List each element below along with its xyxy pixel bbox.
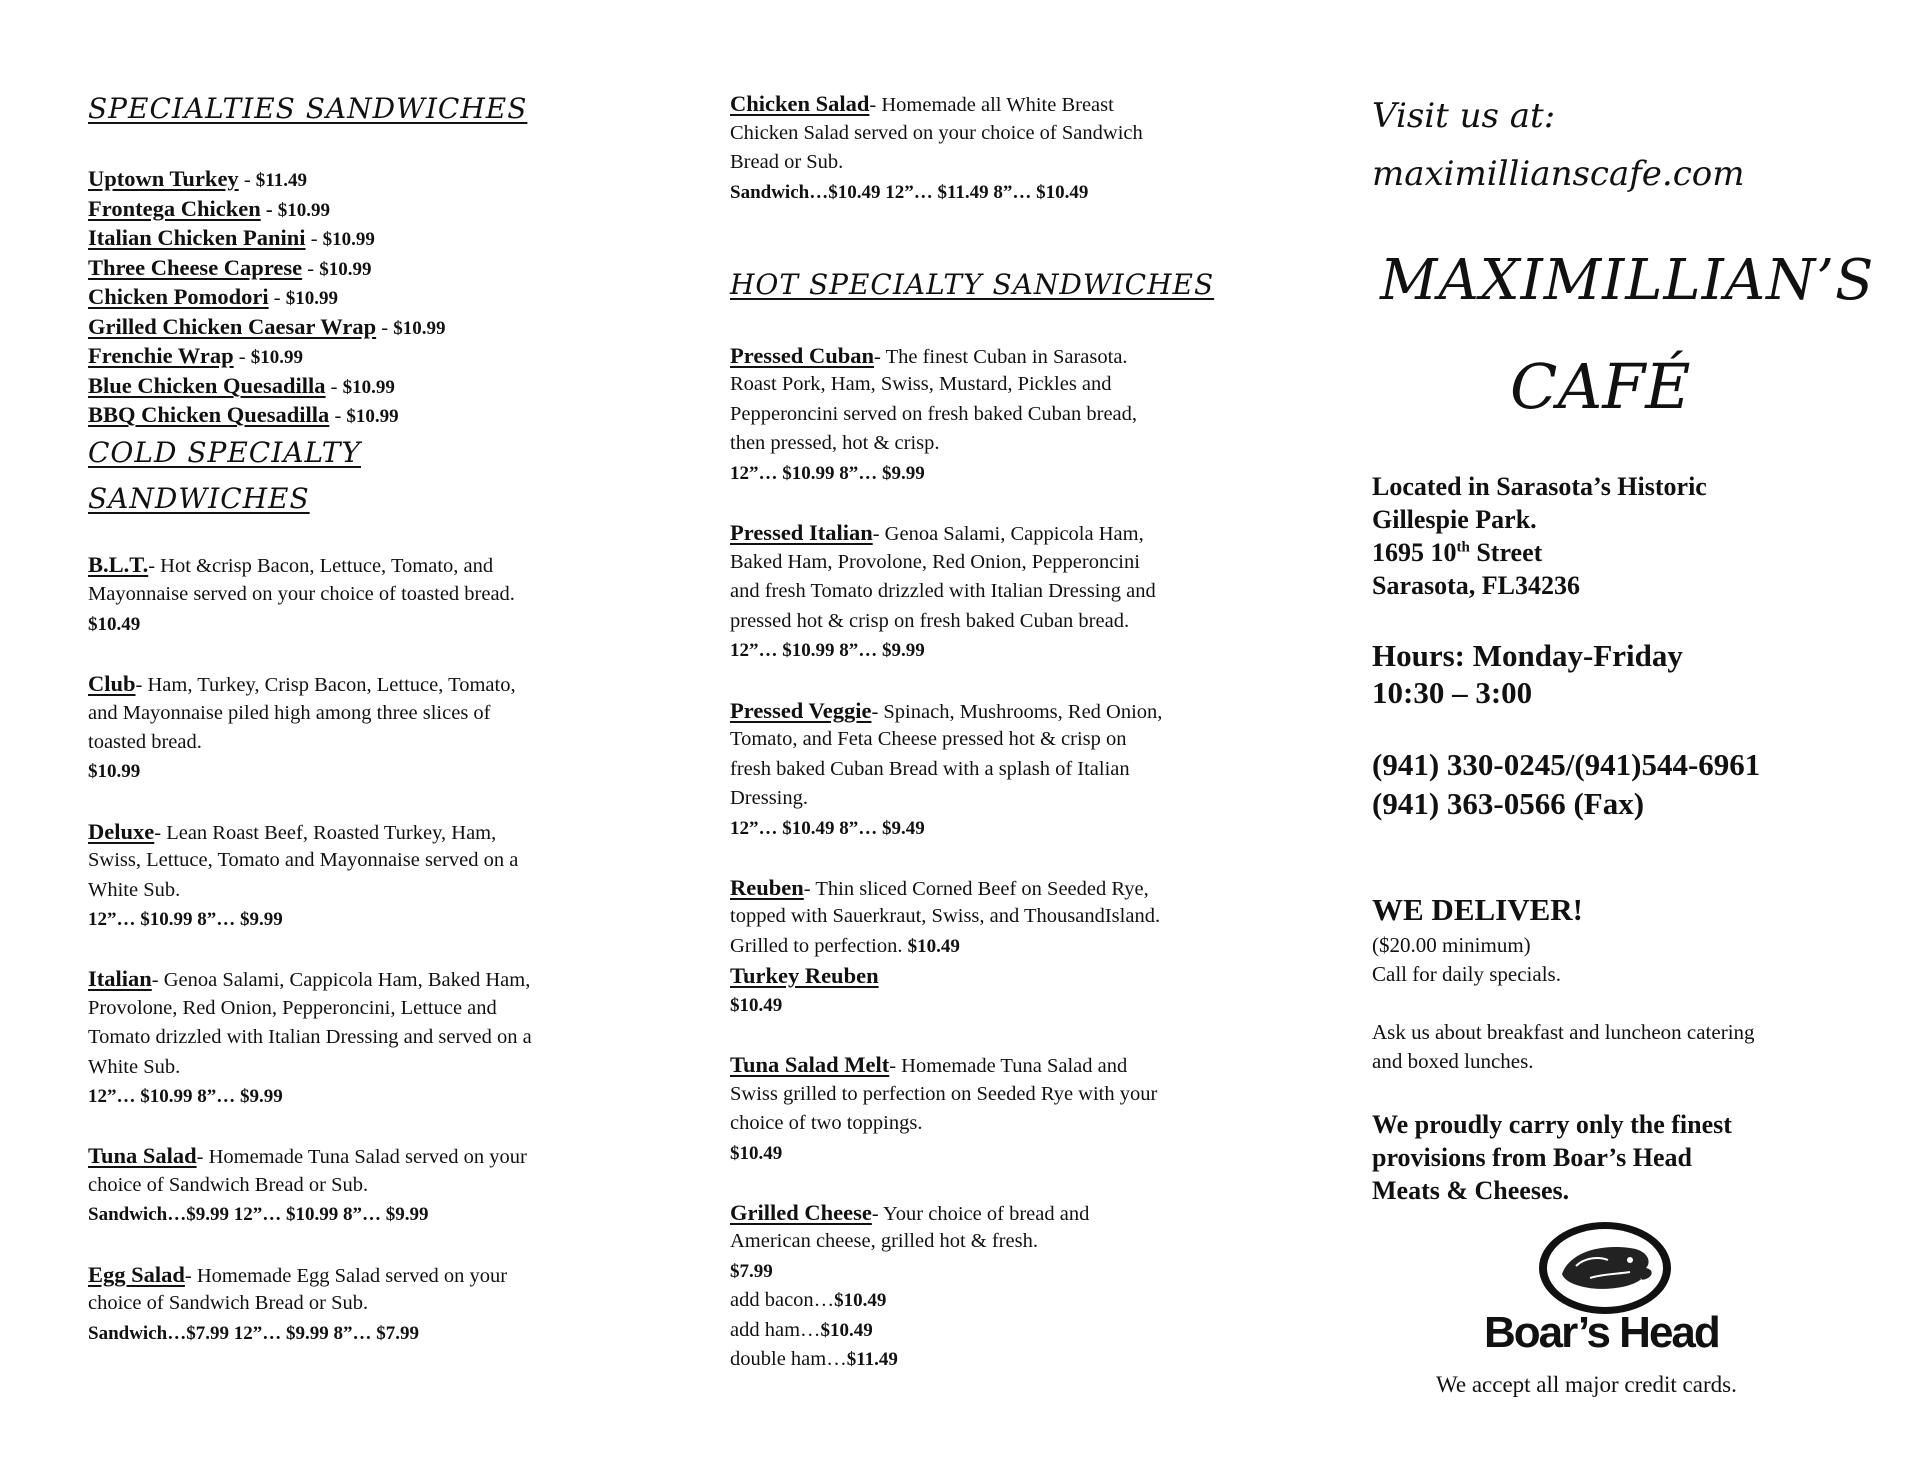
cold-title-line-2: SANDWICHES xyxy=(88,482,310,515)
item-description: toasted bread. xyxy=(88,731,202,753)
item-price: 12”… $10.99 8”… $9.99 xyxy=(88,1086,283,1107)
item-price: $10.99 xyxy=(88,761,141,782)
address-city: Sarasota, FL34236 xyxy=(1372,571,1580,600)
location-line-1: Located in Sarasota’s Historic xyxy=(1372,472,1707,501)
item-description: then pressed, hot & crisp. xyxy=(730,432,940,454)
item-price: Sandwich…$7.99 12”… $9.99 8”… $7.99 xyxy=(88,1323,419,1344)
item-description: choice of Sandwich Bread or Sub. xyxy=(88,1174,369,1196)
item-price: $7.99 xyxy=(730,1261,773,1282)
catering-note-line-2: and boxed lunches. xyxy=(1372,1049,1534,1073)
menu-item: Frenchie Wrap - $10.99 xyxy=(88,343,303,368)
item-description: Mayonnaise served on your choice of toasted bread. xyxy=(88,583,515,605)
website-link[interactable]: maximillianscafe.com xyxy=(1372,154,1745,194)
menu-item-egg-salad: Egg Salad- Homemade Egg Salad served on your xyxy=(88,1262,508,1287)
visit-label: Visit us at: xyxy=(1372,96,1556,136)
item-price: Sandwich…$10.49 12”… $11.49 8”… $10.49 xyxy=(730,182,1089,203)
item-description: Baked Ham, Provolone, Red Onion, Pepperoncini xyxy=(730,551,1140,573)
delivery-heading: WE DELIVER! xyxy=(1372,892,1584,927)
item-description: Swiss grilled to perfection on Seeded Rye with your xyxy=(730,1083,1158,1105)
item-description: choice of two toppings. xyxy=(730,1112,923,1134)
item-price: $10.49 xyxy=(730,1143,783,1164)
item-price: $10.49 xyxy=(730,995,783,1016)
fax-number: (941) 363-0566 (Fax) xyxy=(1372,786,1645,821)
cold-title-line-1: COLD SPECIALTY xyxy=(88,436,361,469)
menu-item-deluxe: Deluxe- Lean Roast Beef, Roasted Turkey, Ham, xyxy=(88,819,497,844)
item-price: $10.49 xyxy=(88,614,141,635)
cafe-name-line-2: CAFÉ xyxy=(1510,350,1691,423)
item-description: White Sub. xyxy=(88,1056,181,1078)
item-description: Swiss, Lettuce, Tomato and Mayonnaise served on a xyxy=(88,849,519,871)
menu-item: Three Cheese Caprese - $10.99 xyxy=(88,255,372,280)
item-description: fresh baked Cuban Bread with a splash of Italian xyxy=(730,758,1130,780)
item-description: American cheese, grilled hot & fresh. xyxy=(730,1230,1038,1252)
item-description: Roast Pork, Ham, Swiss, Mustard, Pickles and xyxy=(730,373,1112,395)
menu-item-pressed-veggie: Pressed Veggie- Spinach, Mushrooms, Red Onion, xyxy=(730,698,1163,723)
menu-item: Grilled Chicken Caesar Wrap - $10.99 xyxy=(88,314,446,339)
menu-item: BBQ Chicken Quesadilla - $10.99 xyxy=(88,402,399,427)
provisions-line-1: We proudly carry only the finest xyxy=(1372,1110,1732,1139)
phone-numbers: (941) 330-0245/(941)544-6961 xyxy=(1372,747,1761,782)
item-description: Provolone, Red Onion, Pepperoncini, Lettuce and xyxy=(88,997,497,1019)
menu-item-pressed-italian: Pressed Italian- Genoa Salami, Cappicola Ham, xyxy=(730,520,1144,545)
item-description: Pepperoncini served on fresh baked Cuban bread, xyxy=(730,403,1138,425)
item-description: Grilled to perfection. $10.49 xyxy=(730,935,960,957)
menu-item: Blue Chicken Quesadilla - $10.99 xyxy=(88,373,395,398)
specialties-title: SPECIALTIES SANDWICHES xyxy=(88,92,528,125)
menu-item-club: Club- Ham, Turkey, Crisp Bacon, Lettuce, Tomato, xyxy=(88,671,516,696)
menu-item: Uptown Turkey - $11.49 xyxy=(88,166,307,191)
cafe-name-line-1: MAXIMILLIAN’S xyxy=(1380,248,1875,313)
menu-item-pressed-cuban: Pressed Cuban- The finest Cuban in Sarasota. xyxy=(730,343,1128,368)
menu-item-italian: Italian- Genoa Salami, Cappicola Ham, Baked Ham, xyxy=(88,966,531,991)
menu-item-tuna-salad: Tuna Salad- Homemade Tuna Salad served on your xyxy=(88,1143,527,1168)
menu-item: Chicken Pomodori - $10.99 xyxy=(88,284,338,309)
item-description: choice of Sandwich Bread or Sub. xyxy=(88,1292,369,1314)
hours-days: Hours: Monday-Friday xyxy=(1372,638,1683,673)
item-price: 12”… $10.99 8”… $9.99 xyxy=(88,909,283,930)
provisions-line-2: provisions from Boar’s Head xyxy=(1372,1143,1692,1172)
item-description: and Mayonnaise piled high among three slices of xyxy=(88,702,491,724)
delivery-minimum: ($20.00 minimum) xyxy=(1372,933,1531,957)
menu-item-reuben: Reuben- Thin sliced Corned Beef on Seeded Rye, xyxy=(730,875,1149,900)
address-street: 1695 10th Street xyxy=(1372,538,1543,567)
item-description: topped with Sauerkraut, Swiss, and ThousandIsland. xyxy=(730,905,1161,927)
catering-note-line-1: Ask us about breakfast and luncheon catering xyxy=(1372,1020,1755,1044)
item-description: Bread or Sub. xyxy=(730,151,844,173)
item-description: and fresh Tomato drizzled with Italian Dressing and xyxy=(730,580,1156,602)
item-description: Dressing. xyxy=(730,787,809,809)
item-description: Chicken Salad served on your choice of Sandwich xyxy=(730,122,1143,144)
menu-item-grilled-cheese: Grilled Cheese- Your choice of bread and xyxy=(730,1200,1090,1225)
item-price: 12”… $10.99 8”… $9.99 xyxy=(730,463,925,484)
boars-head-wordmark: Boar’s Head xyxy=(1484,1308,1719,1357)
hours-times: 10:30 – 3:00 xyxy=(1372,675,1533,710)
menu-item: Frontega Chicken - $10.99 xyxy=(88,196,331,221)
credit-cards-note: We accept all major credit cards. xyxy=(1436,1372,1737,1397)
location-line-2: Gillespie Park. xyxy=(1372,505,1537,534)
item-price: 12”… $10.49 8”… $9.49 xyxy=(730,818,925,839)
addon-ham: add ham…$10.49 xyxy=(730,1319,873,1341)
menu-item-blt: B.L.T.- Hot &crisp Bacon, Lettuce, Tomato, and xyxy=(88,552,494,577)
addon-double-ham: double ham…$11.49 xyxy=(730,1348,898,1370)
menu-item-chicken-salad: Chicken Salad- Homemade all White Breast xyxy=(730,91,1114,116)
item-description: Tomato, and Feta Cheese pressed hot & crisp on xyxy=(730,728,1127,750)
hot-title: HOT SPECIALTY SANDWICHES xyxy=(730,268,1215,301)
item-description: Tomato drizzled with Italian Dressing and served on a xyxy=(88,1026,532,1048)
addon-bacon: add bacon…$10.49 xyxy=(730,1289,887,1311)
menu-item-turkey-reuben: Turkey Reuben xyxy=(730,963,879,988)
item-description: pressed hot & crisp on fresh baked Cuban bread. xyxy=(730,610,1130,632)
item-description: White Sub. xyxy=(88,879,181,901)
provisions-line-3: Meats & Cheeses. xyxy=(1372,1176,1570,1205)
item-price: 12”… $10.99 8”… $9.99 xyxy=(730,640,925,661)
boars-head-logo xyxy=(1480,1222,1730,1362)
menu-item: Italian Chicken Panini - $10.99 xyxy=(88,225,375,250)
daily-specials-note: Call for daily specials. xyxy=(1372,962,1561,986)
item-price: Sandwich…$9.99 12”… $10.99 8”… $9.99 xyxy=(88,1204,429,1225)
menu-item-tuna-salad-melt: Tuna Salad Melt- Homemade Tuna Salad and xyxy=(730,1052,1128,1077)
